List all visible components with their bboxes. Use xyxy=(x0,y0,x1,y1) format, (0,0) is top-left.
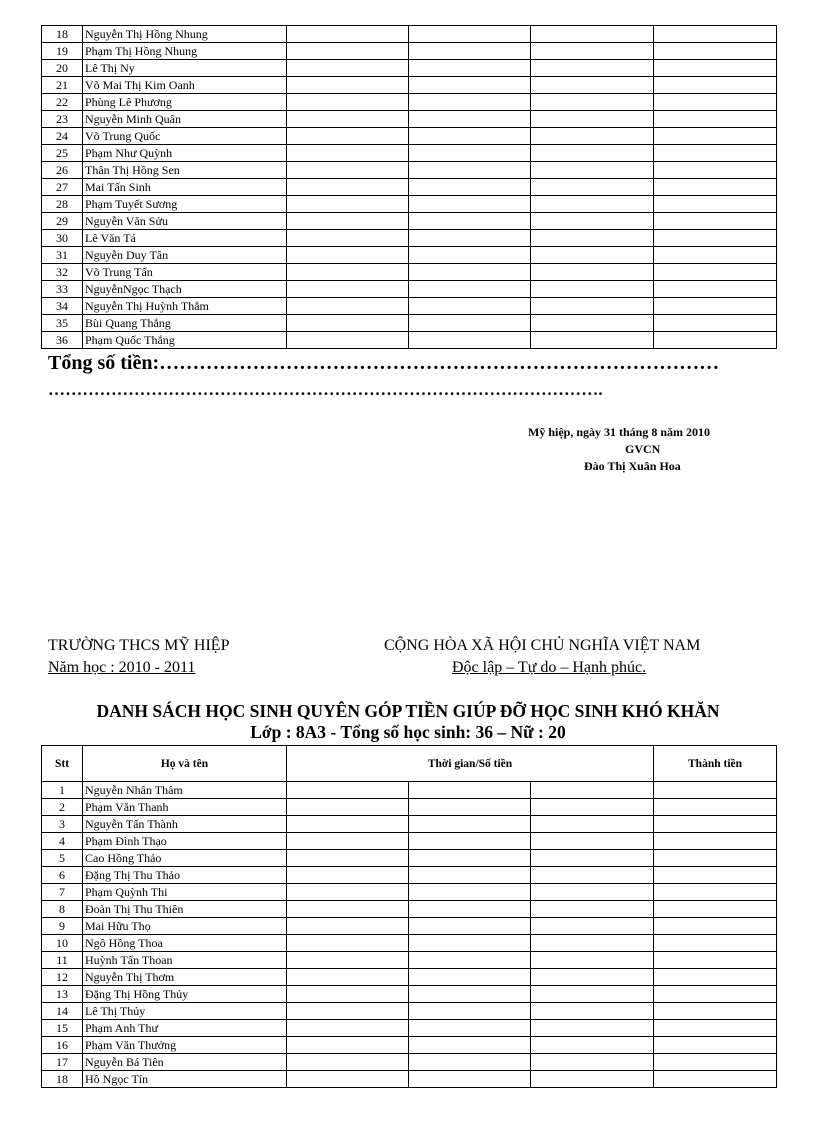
row-number: 10 xyxy=(42,935,83,952)
student-name: Đặng Thị Thu Thảo xyxy=(83,867,287,884)
total-cell[interactable] xyxy=(654,867,777,884)
student-name: Phạm Anh Thư xyxy=(83,1020,287,1037)
table-row xyxy=(42,952,777,969)
column-header-time-amount: Thời gian/Số tiền xyxy=(287,746,654,782)
student-name: Đoàn Thị Thu Thiên xyxy=(83,901,287,918)
amount-cell[interactable] xyxy=(287,816,409,833)
amount-cell[interactable] xyxy=(409,1020,531,1037)
amount-cell[interactable] xyxy=(531,128,654,145)
amount-cell[interactable] xyxy=(531,179,654,196)
total-amount-line: Tổng số tiền:………………………………………………………………………… xyxy=(48,352,720,374)
table-row xyxy=(42,162,777,179)
amount-cell[interactable] xyxy=(409,952,531,969)
student-name: Phạm Đình Thạo xyxy=(83,833,287,850)
student-table-body xyxy=(42,26,777,349)
row-number: 35 xyxy=(42,315,83,332)
student-name: Nguyễn Tấn Thành xyxy=(83,816,287,833)
row-number: 19 xyxy=(42,43,83,60)
amount-cell[interactable] xyxy=(287,77,409,94)
amount-cell[interactable] xyxy=(287,128,409,145)
table-row xyxy=(42,782,777,799)
row-number: 34 xyxy=(42,298,83,315)
table-row xyxy=(42,986,777,1003)
amount-cell[interactable] xyxy=(287,281,409,298)
amount-cell[interactable] xyxy=(409,986,531,1003)
amount-cell[interactable] xyxy=(531,918,654,935)
row-number: 2 xyxy=(42,799,83,816)
student-name: Phạm Tuyết Sương xyxy=(83,196,287,213)
amount-cell[interactable] xyxy=(409,901,531,918)
row-number: 22 xyxy=(42,94,83,111)
row-number: 27 xyxy=(42,179,83,196)
amount-cell[interactable] xyxy=(531,986,654,1003)
amount-cell[interactable] xyxy=(287,935,409,952)
row-number: 8 xyxy=(42,901,83,918)
row-number: 30 xyxy=(42,230,83,247)
table-row xyxy=(42,298,777,315)
amount-cell[interactable] xyxy=(531,833,654,850)
table-row xyxy=(42,230,777,247)
amount-cell[interactable] xyxy=(531,26,654,43)
amount-cell[interactable] xyxy=(287,315,409,332)
table-row xyxy=(42,77,777,94)
table-row xyxy=(42,1020,777,1037)
total-cell[interactable] xyxy=(654,264,777,281)
amount-cell[interactable] xyxy=(287,850,409,867)
total-cell[interactable] xyxy=(654,43,777,60)
total-cell[interactable] xyxy=(654,816,777,833)
amount-cell[interactable] xyxy=(287,196,409,213)
total-cell[interactable] xyxy=(654,332,777,349)
amount-cell[interactable] xyxy=(287,26,409,43)
table-row xyxy=(42,867,777,884)
row-number: 15 xyxy=(42,1020,83,1037)
amount-cell[interactable] xyxy=(287,1020,409,1037)
total-cell[interactable] xyxy=(654,162,777,179)
amount-cell[interactable] xyxy=(409,816,531,833)
table-row xyxy=(42,901,777,918)
student-name: NguyễnNgọc Thạch xyxy=(83,281,287,298)
total-cell[interactable] xyxy=(654,213,777,230)
row-number: 3 xyxy=(42,816,83,833)
total-cell[interactable] xyxy=(654,179,777,196)
student-name: Mai Tấn Sinh xyxy=(83,179,287,196)
student-name: Bùi Quang Thắng xyxy=(83,315,287,332)
student-name: Nguyễn Minh Quân xyxy=(83,111,287,128)
total-cell[interactable] xyxy=(654,850,777,867)
amount-cell[interactable] xyxy=(287,952,409,969)
signature-role: GVCN xyxy=(625,442,661,456)
amount-cell[interactable] xyxy=(409,1071,531,1088)
total-cell[interactable] xyxy=(654,196,777,213)
amount-cell[interactable] xyxy=(409,60,531,77)
amount-cell[interactable] xyxy=(409,833,531,850)
amount-cell[interactable] xyxy=(409,128,531,145)
amount-cell[interactable] xyxy=(287,145,409,162)
student-name: Cao Hồng Thảo xyxy=(83,850,287,867)
amount-cell[interactable] xyxy=(531,1054,654,1071)
amount-cell[interactable] xyxy=(287,1037,409,1054)
student-name: Nguyễn Văn Sửu xyxy=(83,213,287,230)
total-cell[interactable] xyxy=(654,111,777,128)
amount-cell[interactable] xyxy=(531,281,654,298)
row-number: 26 xyxy=(42,162,83,179)
table-header-row xyxy=(42,746,777,782)
amount-cell[interactable] xyxy=(409,332,531,349)
amount-cell[interactable] xyxy=(531,901,654,918)
total-cell[interactable] xyxy=(654,128,777,145)
table-row xyxy=(42,833,777,850)
amount-cell[interactable] xyxy=(409,111,531,128)
amount-cell[interactable] xyxy=(287,213,409,230)
national-motto: Độc lập – Tự do – Hạnh phúc. xyxy=(452,659,647,676)
row-number: 6 xyxy=(42,867,83,884)
amount-cell[interactable] xyxy=(409,247,531,264)
table-row xyxy=(42,264,777,281)
student-name: Đặng Thị Hồng Thủy xyxy=(83,986,287,1003)
student-name: Phạm Quỳnh Thi xyxy=(83,884,287,901)
row-number: 24 xyxy=(42,128,83,145)
amount-cell[interactable] xyxy=(531,162,654,179)
table-row xyxy=(42,111,777,128)
total-cell[interactable] xyxy=(654,26,777,43)
amount-cell[interactable] xyxy=(287,247,409,264)
student-name: Phạm Như Quỳnh xyxy=(83,145,287,162)
amount-cell[interactable] xyxy=(287,918,409,935)
amount-cell[interactable] xyxy=(287,111,409,128)
amount-cell[interactable] xyxy=(531,1071,654,1088)
amount-cell[interactable] xyxy=(409,884,531,901)
national-title: CỘNG HÒA XÃ HỘI CHỦ NGHĨA VIỆT NAM xyxy=(384,637,701,654)
table-row xyxy=(42,247,777,264)
row-number: 14 xyxy=(42,1003,83,1020)
total-cell[interactable] xyxy=(654,60,777,77)
amount-cell[interactable] xyxy=(531,782,654,799)
row-number: 31 xyxy=(42,247,83,264)
amount-cell[interactable] xyxy=(531,94,654,111)
total-cell[interactable] xyxy=(654,799,777,816)
total-cell[interactable] xyxy=(654,1003,777,1020)
table-row xyxy=(42,213,777,230)
student-name: Nguyễn Bá Tiên xyxy=(83,1054,287,1071)
amount-cell[interactable] xyxy=(287,60,409,77)
student-name: Mai Hữu Thọ xyxy=(83,918,287,935)
amount-cell[interactable] xyxy=(531,230,654,247)
amount-cell[interactable] xyxy=(287,332,409,349)
student-name: Hồ Ngọc Tín xyxy=(83,1071,287,1088)
total-cell[interactable] xyxy=(654,281,777,298)
amount-cell[interactable] xyxy=(409,162,531,179)
amount-cell[interactable] xyxy=(287,1003,409,1020)
student-table xyxy=(41,745,777,1088)
total-cell[interactable] xyxy=(654,247,777,264)
table-row xyxy=(42,315,777,332)
amount-cell[interactable] xyxy=(409,26,531,43)
column-header-name: Họ và tên xyxy=(83,746,287,782)
table-row xyxy=(42,884,777,901)
amount-cell[interactable] xyxy=(409,145,531,162)
amount-cell[interactable] xyxy=(287,94,409,111)
total-cell[interactable] xyxy=(654,901,777,918)
amount-cell[interactable] xyxy=(409,43,531,60)
amount-cell[interactable] xyxy=(531,213,654,230)
row-number: 1 xyxy=(42,782,83,799)
student-name: Ngô Hồng Thoa xyxy=(83,935,287,952)
amount-cell[interactable] xyxy=(531,850,654,867)
amount-cell[interactable] xyxy=(531,816,654,833)
amount-cell[interactable] xyxy=(531,298,654,315)
amount-cell[interactable] xyxy=(409,196,531,213)
row-number: 29 xyxy=(42,213,83,230)
table-row xyxy=(42,196,777,213)
table-row xyxy=(42,60,777,77)
amount-cell[interactable] xyxy=(531,264,654,281)
column-header-total: Thành tiền xyxy=(654,746,777,782)
row-number: 23 xyxy=(42,111,83,128)
amount-cell[interactable] xyxy=(531,77,654,94)
amount-cell[interactable] xyxy=(531,1020,654,1037)
table-row xyxy=(42,1037,777,1054)
amount-cell[interactable] xyxy=(287,230,409,247)
amount-cell[interactable] xyxy=(409,1037,531,1054)
signature-date: Mỹ hiệp, ngày 31 tháng 8 năm 2010 xyxy=(528,425,711,439)
table-row xyxy=(42,850,777,867)
total-cell[interactable] xyxy=(654,315,777,332)
table-row xyxy=(42,332,777,349)
student-name: Võ Trung Quốc xyxy=(83,128,287,145)
amount-cell[interactable] xyxy=(531,145,654,162)
total-cell[interactable] xyxy=(654,918,777,935)
amount-cell[interactable] xyxy=(287,1054,409,1071)
total-cell[interactable] xyxy=(654,884,777,901)
row-number: 9 xyxy=(42,918,83,935)
amount-cell[interactable] xyxy=(409,298,531,315)
amount-cell[interactable] xyxy=(531,43,654,60)
student-name: Võ Trung Tấn xyxy=(83,264,287,281)
document-title: DANH SÁCH HỌC SINH QUYÊN GÓP TIỀN GIÚP ĐỠ HỌC SINH KHÓ KHĂN xyxy=(96,701,720,721)
student-name: Nguyễn Thị Hồng Nhung xyxy=(83,26,287,43)
total-cell[interactable] xyxy=(654,1020,777,1037)
amount-cell[interactable] xyxy=(409,935,531,952)
total-cell[interactable] xyxy=(654,986,777,1003)
amount-cell[interactable] xyxy=(409,77,531,94)
amount-cell[interactable] xyxy=(409,179,531,196)
student-name: Nguyễn Duy Tân xyxy=(83,247,287,264)
amount-cell[interactable] xyxy=(287,782,409,799)
row-number: 36 xyxy=(42,332,83,349)
row-number: 13 xyxy=(42,986,83,1003)
student-table-body xyxy=(42,782,777,1088)
amount-cell[interactable] xyxy=(287,884,409,901)
table-row xyxy=(42,43,777,60)
row-number: 12 xyxy=(42,969,83,986)
row-number: 18 xyxy=(42,26,83,43)
total-amount-dotted-line: ……………………………………………………………………………………. xyxy=(48,380,603,399)
total-cell[interactable] xyxy=(654,782,777,799)
amount-cell[interactable] xyxy=(531,884,654,901)
total-cell[interactable] xyxy=(654,952,777,969)
total-cell[interactable] xyxy=(654,969,777,986)
amount-cell[interactable] xyxy=(531,1003,654,1020)
amount-cell[interactable] xyxy=(531,247,654,264)
amount-cell[interactable] xyxy=(531,935,654,952)
amount-cell[interactable] xyxy=(287,901,409,918)
school-year: Năm học : 2010 - 2011 xyxy=(48,659,196,676)
total-cell[interactable] xyxy=(654,230,777,247)
row-number: 17 xyxy=(42,1054,83,1071)
total-cell[interactable] xyxy=(654,77,777,94)
table-row xyxy=(42,799,777,816)
amount-cell[interactable] xyxy=(409,918,531,935)
total-cell[interactable] xyxy=(654,1054,777,1071)
amount-cell[interactable] xyxy=(409,850,531,867)
student-name: Thân Thị Hồng Sen xyxy=(83,162,287,179)
student-name: Nguyễn Nhân Thâm xyxy=(83,782,287,799)
student-name: Phạm Thị Hồng Nhung xyxy=(83,43,287,60)
table-row xyxy=(42,128,777,145)
table-row xyxy=(42,816,777,833)
amount-cell[interactable] xyxy=(531,799,654,816)
amount-cell[interactable] xyxy=(287,867,409,884)
row-number: 5 xyxy=(42,850,83,867)
table-row xyxy=(42,935,777,952)
student-name: Võ Mai Thị Kim Oanh xyxy=(83,77,287,94)
student-name: Phạm Văn Thưởng xyxy=(83,1037,287,1054)
amount-cell[interactable] xyxy=(409,213,531,230)
amount-cell[interactable] xyxy=(409,315,531,332)
row-number: 32 xyxy=(42,264,83,281)
row-number: 18 xyxy=(42,1071,83,1088)
total-cell[interactable] xyxy=(654,1071,777,1088)
amount-cell[interactable] xyxy=(531,867,654,884)
table-row xyxy=(42,145,777,162)
amount-cell[interactable] xyxy=(287,179,409,196)
student-name: Lê Văn Tá xyxy=(83,230,287,247)
amount-cell[interactable] xyxy=(409,281,531,298)
amount-cell[interactable] xyxy=(531,196,654,213)
amount-cell[interactable] xyxy=(287,833,409,850)
table-row xyxy=(42,969,777,986)
table-row xyxy=(42,1054,777,1071)
amount-cell[interactable] xyxy=(409,264,531,281)
amount-cell[interactable] xyxy=(531,60,654,77)
amount-cell[interactable] xyxy=(531,332,654,349)
class-summary: Lớp : 8A3 - Tổng số học sinh: 36 – Nữ : 20 xyxy=(250,722,566,742)
row-number: 11 xyxy=(42,952,83,969)
student-name: Lê Thị Thủy xyxy=(83,1003,287,1020)
total-cell[interactable] xyxy=(654,145,777,162)
amount-cell[interactable] xyxy=(409,1054,531,1071)
amount-cell[interactable] xyxy=(409,1003,531,1020)
student-name: Nguyễn Thị Thơm xyxy=(83,969,287,986)
row-number: 7 xyxy=(42,884,83,901)
table-row xyxy=(42,1071,777,1088)
row-number: 28 xyxy=(42,196,83,213)
total-cell[interactable] xyxy=(654,298,777,315)
table-row xyxy=(42,1003,777,1020)
total-cell[interactable] xyxy=(654,1037,777,1054)
amount-cell[interactable] xyxy=(531,952,654,969)
row-number: 16 xyxy=(42,1037,83,1054)
amount-cell[interactable] xyxy=(409,969,531,986)
amount-cell[interactable] xyxy=(287,1071,409,1088)
table-row xyxy=(42,918,777,935)
table-row xyxy=(42,179,777,196)
amount-cell[interactable] xyxy=(409,799,531,816)
amount-cell[interactable] xyxy=(531,111,654,128)
student-name: Lê Thị Ny xyxy=(83,60,287,77)
student-name: Nguyễn Thị Huỳnh Thắm xyxy=(83,298,287,315)
row-number: 4 xyxy=(42,833,83,850)
signature-name: Đào Thị Xuân Hoa xyxy=(584,459,681,473)
total-cell[interactable] xyxy=(654,833,777,850)
amount-cell[interactable] xyxy=(287,799,409,816)
amount-cell[interactable] xyxy=(531,1037,654,1054)
row-number: 20 xyxy=(42,60,83,77)
row-number: 33 xyxy=(42,281,83,298)
row-number: 25 xyxy=(42,145,83,162)
amount-cell[interactable] xyxy=(287,264,409,281)
total-cell[interactable] xyxy=(654,94,777,111)
table-row xyxy=(42,26,777,43)
total-cell[interactable] xyxy=(654,935,777,952)
amount-cell[interactable] xyxy=(287,162,409,179)
student-table-continued xyxy=(41,25,777,349)
table-row xyxy=(42,94,777,111)
school-name: TRƯỜNG THCS MỸ HIỆP xyxy=(48,637,230,654)
student-name: Phạm Văn Thanh xyxy=(83,799,287,816)
amount-cell[interactable] xyxy=(287,43,409,60)
column-header-stt: Stt xyxy=(42,746,83,782)
amount-cell[interactable] xyxy=(409,867,531,884)
amount-cell[interactable] xyxy=(531,315,654,332)
amount-cell[interactable] xyxy=(287,298,409,315)
amount-cell[interactable] xyxy=(409,230,531,247)
student-name: Phạm Quốc Thắng xyxy=(83,332,287,349)
amount-cell[interactable] xyxy=(531,969,654,986)
table-row xyxy=(42,281,777,298)
student-name: Huỳnh Tấn Thoan xyxy=(83,952,287,969)
amount-cell[interactable] xyxy=(287,986,409,1003)
amount-cell[interactable] xyxy=(409,782,531,799)
row-number: 21 xyxy=(42,77,83,94)
amount-cell[interactable] xyxy=(409,94,531,111)
student-name: Phùng Lê Phương xyxy=(83,94,287,111)
amount-cell[interactable] xyxy=(287,969,409,986)
